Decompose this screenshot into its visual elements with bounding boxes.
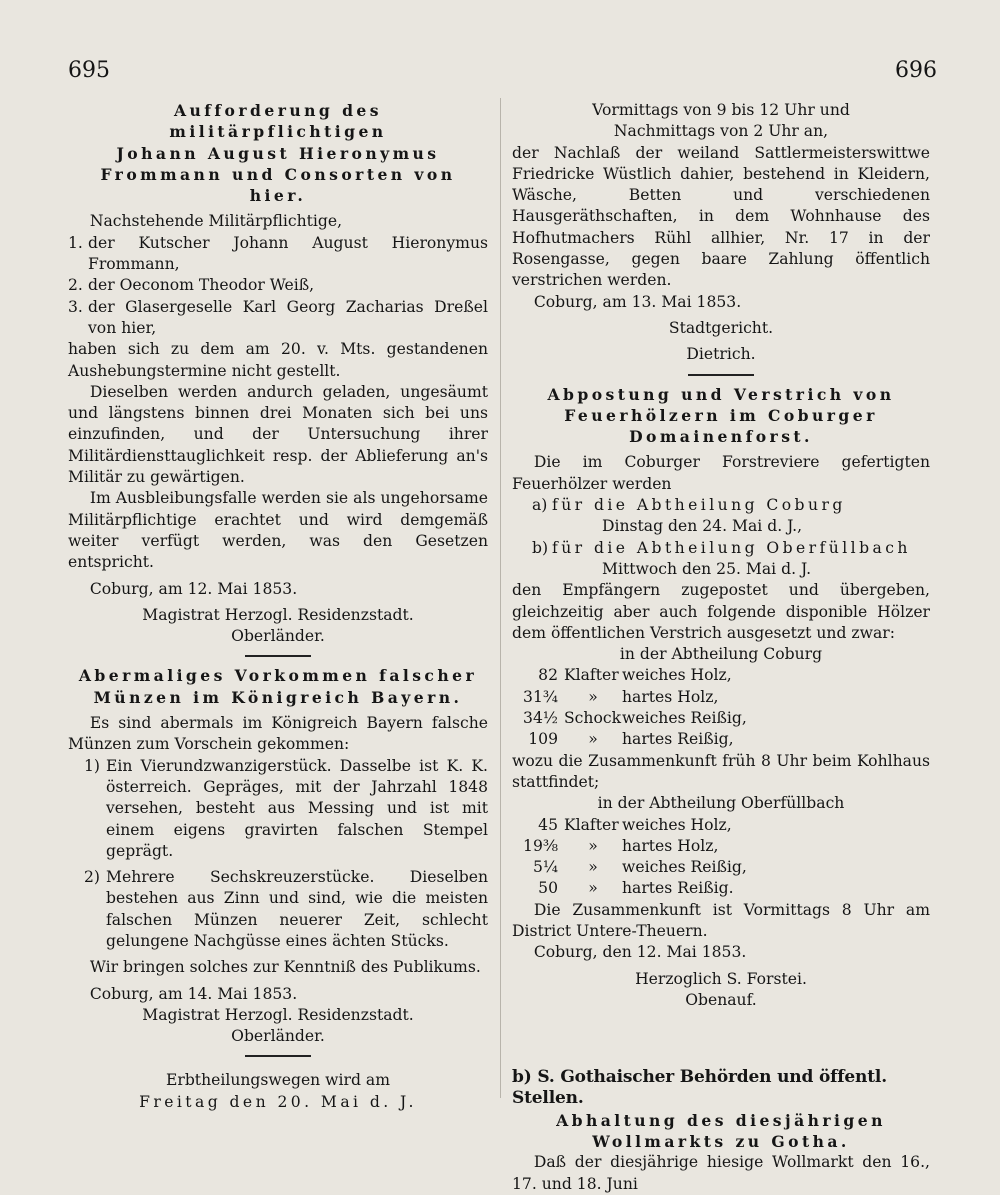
list-item	[68, 233, 488, 276]
notice-military-summons	[68, 100, 488, 657]
notice-intro: Es sind abermals im Königreich Bayern falsche Münzen zum Vorschein gekommen:	[68, 714, 488, 754]
separator-rule	[688, 374, 754, 376]
list-item-number: 1)	[84, 756, 101, 775]
list-item-number: 2.	[68, 276, 83, 295]
list-item-number: a)	[532, 496, 548, 515]
list-item-number: b)	[532, 538, 549, 557]
wood-unit: »	[588, 858, 598, 877]
list-item	[68, 756, 488, 862]
wood-unit: Schock	[564, 709, 622, 728]
list-item	[68, 275, 488, 296]
notice-authority: Magistrat Herzogl. Residenzstadt.	[142, 605, 414, 624]
notice-line: Freitag den 20. Mai d. J.	[139, 1092, 417, 1111]
wood-type: hartes Holz,	[622, 687, 719, 706]
notice-title: Abpostung und Verstrich von Feuerhölzern im Coburger Domainenforst.	[547, 384, 895, 447]
notice-signature: Obenauf.	[685, 990, 757, 1009]
notice-paragraph: den Empfängern zugepostet und übergeben, gleichzeitig aber auch folgende disponible Hölzer dem öffentlichen Verstrich ausgesetzt und zwar:	[512, 581, 930, 642]
notice-paragraph: Im Ausbleibungsfalle werden sie als ungehorsame Militärpflichtige erachtet und wird demgemäß weiter verfügt werden, was den Gesetzen entspricht.	[68, 489, 488, 572]
list-item-text: Ein Vierundzwanzigerstück. Dasselbe ist K. K. österreich. Gepräges, mit der Jahrzahl 1848 versehen, besteht aus Messing und ist mit einem eigens gravirten falschen Stempel geprägt.	[106, 756, 488, 860]
notice-authority: Magistrat Herzogl. Residenzstadt.	[142, 1005, 414, 1024]
wood-list	[512, 815, 930, 900]
notice-estate-auction	[68, 1065, 488, 1113]
wood-quantity: 5¼	[532, 858, 558, 877]
notice-paragraph: Die Zusammenkunft ist Vormittags 8 Uhr am District Untere-Theuern.	[512, 900, 930, 940]
list-item	[68, 297, 488, 340]
notice-paragraph: der Nachlaß der weiland Sattlermeisterswittwe Friedricke Wüstlich dahier, bestehend in Kleidern, Wäsche, Betten und verschiedenen Hausgeräthschaften, in dem Wohnhause des Hofhutmachers Rühl allhier, Nr. 17 in der Rosengasse, gegen baare Zahlung öffentlich verstrichen werden.	[512, 143, 930, 290]
wood-quantity: 82	[538, 666, 558, 685]
list-item-date: Dinstag den 24. Mai d. J.,	[602, 517, 803, 536]
list-item-number: 1.	[68, 233, 83, 252]
wood-row	[512, 857, 930, 878]
wood-type: hartes Reißig.	[622, 879, 734, 898]
list-item-text: der Glasergeselle Karl Georg Zacharias Dreßel von hier,	[88, 297, 488, 337]
notice-signature: Oberländer.	[231, 1027, 325, 1046]
right-column	[512, 100, 930, 1195]
notice-paragraph: haben sich zu dem am 20. v. Mts. gestandenen Aushebungstermine nicht gestellt.	[68, 340, 488, 380]
wood-row	[512, 708, 930, 729]
notice-signature: Oberländer.	[231, 627, 325, 646]
wood-quantity: 45	[538, 815, 558, 834]
list-item	[532, 538, 930, 559]
wood-row	[512, 729, 930, 750]
notice-date: Coburg, am 14. Mai 1853.	[89, 984, 298, 1003]
list-item-text: der Oeconom Theodor Weiß,	[88, 276, 315, 295]
section-label: in der Abtheilung Coburg	[619, 645, 823, 664]
wood-row	[512, 815, 930, 836]
notice-signature: Dietrich.	[686, 345, 756, 364]
wood-row	[512, 687, 930, 708]
notice-firewood-sale	[512, 384, 930, 1012]
notice-paragraph: Daß der diesjährige hiesige Wollmarkt den 16., 17. und 18. Juni	[512, 1153, 930, 1193]
separator-rule	[245, 655, 311, 657]
wood-quantity: 34½	[523, 709, 558, 728]
notice-paragraph: Dieselben werden andurch geladen, ungesäumt und längstens binnen drei Monaten sich bei uns einzufinden, und der Untersuchung ihrer Militärdiensttauglichkeit resp. der Ablieferung an's Militär zu gewärtigen.	[68, 382, 488, 487]
notice-date: Coburg, am 12. Mai 1853.	[89, 579, 298, 598]
list-item-text: Mehrere Sechskreuzerstücke. Dieselben bestehen aus Zinn und sind, wie die meisten falschen Münzen neuerer Zeit, schlecht gelungene Nachgüsse eines ächten Stücks.	[106, 868, 488, 950]
notice-title: Johann August Hieronymus Frommann und Consorten von hier.	[100, 143, 456, 206]
list-item	[532, 495, 930, 516]
notice-title: Abermaliges Vorkommen falscher Münzen im Königreich Bayern.	[78, 666, 478, 707]
wood-row	[512, 878, 930, 899]
section-heading: b) S. Gothaischer Behörden und öffentl. Stellen.	[512, 1067, 887, 1109]
list-item-text: für die Abtheilung Oberfüllbach	[552, 538, 911, 557]
list-item-text: für die Abtheilung Coburg	[552, 496, 846, 515]
wood-type: hartes Reißig,	[622, 730, 734, 749]
wood-row	[512, 836, 930, 857]
wood-unit: »	[588, 730, 598, 749]
notice-line: Nachmittags von 2 Uhr an,	[613, 122, 829, 141]
wood-quantity: 31¾	[523, 687, 558, 706]
notice-line: Erbtheilungswegen wird am	[165, 1071, 390, 1090]
notice-counterfeit-coins	[68, 665, 488, 1057]
notice-paragraph: wozu die Zusammenkunft früh 8 Uhr beim Kohlhaus stattfindet;	[512, 751, 930, 791]
wood-type: hartes Holz,	[622, 836, 719, 855]
list-item	[68, 867, 488, 952]
list-item-number: 3.	[68, 297, 83, 316]
wood-unit: »	[588, 879, 598, 898]
notice-date: Coburg, den 12. Mai 1853.	[533, 943, 747, 962]
notice-date: Coburg, am 13. Mai 1853.	[533, 292, 742, 311]
notice-title: Aufforderung des militärpflichtigen	[169, 101, 387, 142]
notice-wool-market	[512, 1110, 930, 1195]
notice-estate-auction-continued	[512, 100, 930, 376]
wood-type: weiches Reißig,	[622, 858, 747, 877]
page-number-left: 695	[68, 58, 110, 83]
notice-title: Abhaltung des diesjährigen Wollmarkts zu Gotha.	[556, 1110, 886, 1152]
list-item-number: 2)	[84, 868, 101, 887]
notice-authority: Herzoglich S. Forstei.	[635, 969, 807, 988]
wood-row	[512, 665, 930, 686]
wood-unit: Klafter	[564, 666, 619, 685]
wood-quantity: 19⅜	[523, 836, 558, 855]
list-item-date: Mittwoch den 25. Mai d. J.	[602, 559, 812, 578]
wood-quantity: 50	[538, 879, 558, 898]
wood-type: weiches Holz,	[622, 666, 732, 685]
notice-line: Vormittags von 9 bis 12 Uhr und	[592, 101, 850, 119]
notice-paragraph: Wir bringen solches zur Kenntniß des Publikums.	[89, 958, 481, 977]
wood-quantity: 109	[528, 730, 558, 749]
separator-rule	[245, 1055, 311, 1057]
section-label: in der Abtheilung Oberfüllbach	[597, 794, 845, 813]
left-column	[68, 100, 488, 1113]
wood-list	[512, 665, 930, 750]
wood-type: weiches Reißig,	[622, 709, 747, 728]
notice-intro: Nachstehende Militärpflichtige,	[89, 212, 343, 231]
list-item-text: der Kutscher Johann August Hieronymus Frommann,	[88, 233, 488, 274]
notice-authority: Stadtgericht.	[668, 318, 774, 337]
notice-intro: Die im Coburger Forstreviere gefertigten Feuerhölzer werden	[512, 453, 930, 493]
wood-unit: »	[588, 687, 598, 706]
page-number-right: 696	[895, 58, 937, 83]
column-divider	[500, 98, 501, 1098]
wood-unit: »	[588, 836, 598, 855]
wood-unit: Klafter	[564, 815, 619, 834]
wood-type: weiches Holz,	[622, 815, 732, 834]
